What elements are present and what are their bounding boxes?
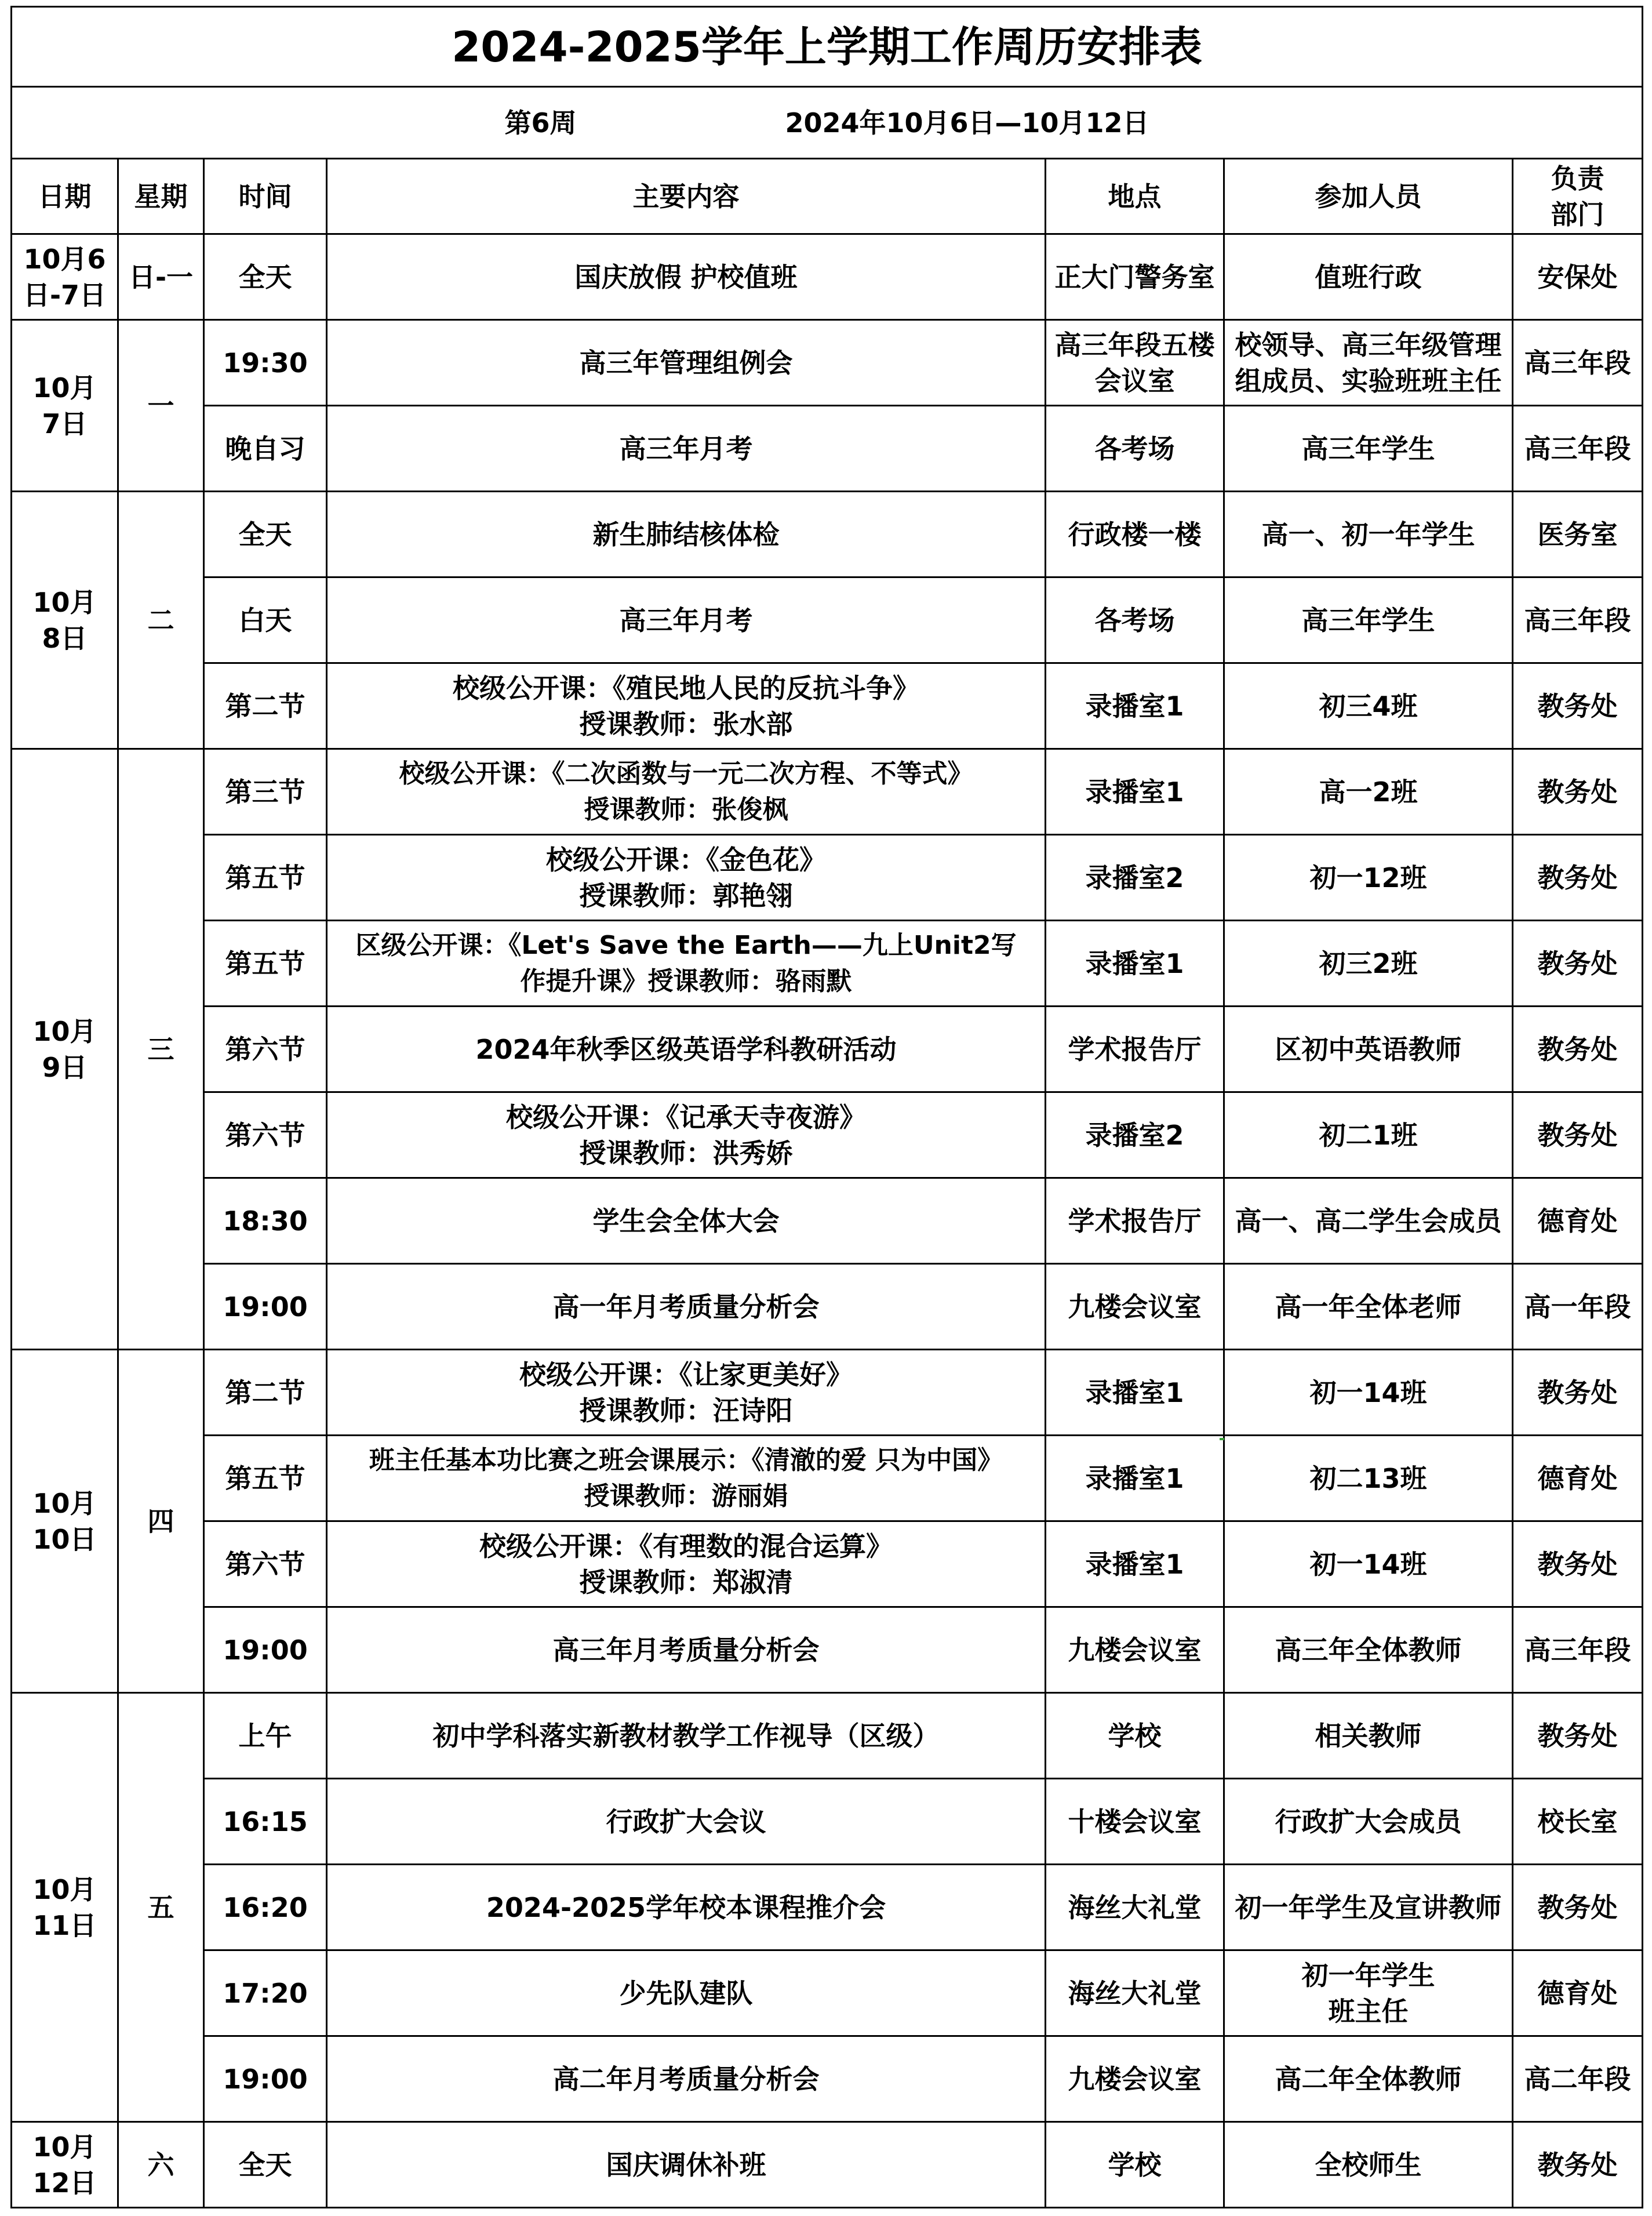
participants-cell [1224,1436,1513,1521]
date-line: 日-7日 [23,279,107,311]
weekday-cell: 五 [118,1693,204,2122]
content-cell [327,1521,1046,1607]
participants-line: 组成员、实验班班主任 [1235,365,1502,397]
participants-cell [1224,749,1513,835]
content-line: 高三年月考 [619,604,753,636]
content-cell [327,406,1046,492]
date-cell [12,749,118,1350]
content-line: 授课教师：游丽娟 [584,1481,788,1511]
time-cell: 全天 [204,234,327,320]
content-line: 学生会全体大会 [592,1205,780,1237]
weekday-cell: 一 [118,320,204,492]
content-line: 校级公开课：《殖民地人民的反抗斗争》 [453,672,919,704]
participants-cell [1224,234,1513,320]
date-line: 10月6 [23,243,106,275]
location-cell [1046,492,1224,577]
date-line: 10月 [32,2131,97,2163]
participants-cell [1224,1865,1513,1950]
content-cell [327,1350,1046,1436]
location-cell [1046,835,1224,921]
time-cell: 第六节 [204,1521,327,1607]
department-cell: 德育处 [1513,1950,1643,2036]
department-cell: 安保处 [1513,234,1643,320]
date-line: 10月 [32,372,97,404]
participants-cell [1224,1092,1513,1178]
location-cell [1046,234,1224,320]
table-row [12,1264,1643,1350]
location-line: 正大门警务室 [1054,261,1215,293]
location-cell [1046,406,1224,492]
department-cell: 教务处 [1513,1693,1643,1779]
schedule-table [10,6,1643,2208]
content-cell [327,1264,1046,1350]
time-cell: 第五节 [204,835,327,921]
time-cell: 19:00 [204,1607,327,1693]
time-cell: 18:30 [204,1178,327,1264]
table-row [12,320,1643,406]
location-cell [1046,1607,1224,1693]
table-row [12,835,1643,921]
location-line: 学术报告厅 [1068,1033,1202,1065]
time-cell: 全天 [204,2122,327,2208]
participants-cell [1224,663,1513,749]
content-cell [327,1607,1046,1693]
weekday-cell: 日-一 [118,234,204,320]
participants-line: 高一年全体老师 [1275,1291,1462,1323]
content-line: 授课教师：张俊枫 [584,794,788,824]
department-cell: 教务处 [1513,663,1643,749]
participants-cell [1224,492,1513,577]
participants-line: 相关教师 [1315,1720,1422,1752]
stray-mark [1220,1438,1224,1440]
participants-cell [1224,2122,1513,2208]
department-cell: 教务处 [1513,1521,1643,1607]
location-line: 录播室1 [1085,1548,1184,1580]
date-cell [12,2122,118,2208]
time-cell: 白天 [204,577,327,663]
table-row [12,1521,1643,1607]
content-line: 授课教师：郑淑清 [579,1566,793,1598]
department-cell: 高三年段 [1513,406,1643,492]
time-cell: 第六节 [204,1007,327,1092]
participants-line: 初一年学生 [1301,1959,1435,1991]
content-cell [327,1092,1046,1178]
date-cell [12,492,118,749]
table-row [12,492,1643,577]
participants-cell [1224,1693,1513,1779]
participants-cell [1224,1607,1513,1693]
participants-line: 区初中英语教师 [1275,1033,1462,1065]
content-cell [327,1865,1046,1950]
content-line: 新生肺结核体检 [592,518,780,550]
location-line: 海丝大礼堂 [1068,1891,1202,1923]
date-line: 10月 [32,1015,97,1047]
location-cell [1046,1092,1224,1178]
time-cell: 上午 [204,1693,327,1779]
header-time: 时间 [204,159,327,234]
table-row [12,1865,1643,1950]
department-cell: 教务处 [1513,1007,1643,1092]
department-cell: 校长室 [1513,1779,1643,1865]
content-line: 高一年月考质量分析会 [552,1291,820,1323]
participants-line: 值班行政 [1315,261,1422,293]
location-line: 各考场 [1094,604,1175,636]
department-cell: 高三年段 [1513,320,1643,406]
content-line: 初中学科落实新教材教学工作视导（区级） [432,1720,940,1752]
location-line: 录播室2 [1085,862,1184,893]
participants-cell [1224,1350,1513,1436]
department-cell: 高一年段 [1513,1264,1643,1350]
department-cell: 教务处 [1513,921,1643,1007]
content-line: 高三年月考 [619,433,753,464]
table-row [12,2036,1643,2122]
location-line: 九楼会议室 [1068,1291,1202,1323]
content-cell [327,1693,1046,1779]
time-cell: 第五节 [204,1436,327,1521]
participants-line: 高三年全体教师 [1275,1634,1462,1666]
department-cell: 高二年段 [1513,2036,1643,2122]
table-row [12,1950,1643,2036]
week-number: 第6周 [504,107,577,139]
participants-line: 初二1班 [1319,1119,1418,1151]
participants-cell [1224,1950,1513,2036]
participants-line: 高一、高二学生会成员 [1235,1205,1502,1237]
content-line: 高三年管理组例会 [579,347,793,379]
participants-cell [1224,320,1513,406]
content-cell [327,921,1046,1007]
location-line: 高三年段五楼 [1054,329,1215,361]
participants-line: 高一2班 [1319,776,1418,808]
location-line: 录播室1 [1085,690,1184,722]
location-cell [1046,1950,1224,2036]
content-line: 2024年秋季区级英语学科教研活动 [475,1033,897,1065]
location-cell [1046,1693,1224,1779]
participants-line: 初三4班 [1319,690,1418,722]
participants-cell [1224,1521,1513,1607]
location-cell [1046,1865,1224,1950]
participants-line: 初一14班 [1309,1548,1427,1580]
department-cell: 教务处 [1513,1092,1643,1178]
table-row [12,2122,1643,2208]
location-line: 会议室 [1094,365,1175,397]
weekday-cell: 六 [118,2122,204,2208]
content-cell [327,320,1046,406]
content-cell [327,1950,1046,2036]
content-line: 高三年月考质量分析会 [552,1634,820,1666]
department-cell: 高三年段 [1513,577,1643,663]
department-cell: 医务室 [1513,492,1643,577]
table-row [12,577,1643,663]
content-line: 授课教师：洪秀娇 [579,1137,793,1169]
location-cell [1046,2036,1224,2122]
content-cell [327,749,1046,835]
table-row [12,406,1643,492]
table-row [12,1092,1643,1178]
time-cell: 17:20 [204,1950,327,2036]
header-content: 主要内容 [327,159,1046,234]
participants-cell [1224,2036,1513,2122]
location-cell [1046,749,1224,835]
location-line: 录播室2 [1085,1119,1184,1151]
department-cell: 德育处 [1513,1436,1643,1521]
location-line: 九楼会议室 [1068,1634,1202,1666]
content-line: 校级公开课：《金色花》 [546,844,826,875]
participants-cell [1224,1178,1513,1264]
table-row [12,1693,1643,1779]
content-line: 校级公开课：《二次函数与一元二次方程、不等式》 [399,758,973,789]
participants-cell [1224,921,1513,1007]
date-line: 10月 [32,1487,97,1519]
content-cell [327,492,1046,577]
participants-line: 初一14班 [1309,1376,1427,1408]
participants-cell [1224,835,1513,921]
content-line: 国庆放假 护校值班 [574,261,798,293]
location-line: 录播室1 [1085,947,1184,979]
content-line: 少先队建队 [619,1977,753,2009]
date-line: 7日 [42,408,88,439]
participants-line: 初一12班 [1309,862,1427,893]
participants-line: 初二13班 [1309,1462,1427,1494]
table-row [12,234,1643,320]
participants-line: 初三2班 [1319,947,1418,979]
location-line: 行政楼一楼 [1068,518,1202,550]
schedule-sheet [10,6,1642,2210]
page-title: 2024-2025学年上学期工作周历安排表 [12,7,1643,87]
content-cell [327,1007,1046,1092]
date-line: 10月 [32,1873,97,1905]
location-cell [1046,1007,1224,1092]
time-cell: 晚自习 [204,406,327,492]
participants-cell [1224,577,1513,663]
time-cell: 19:00 [204,1264,327,1350]
header-location: 地点 [1046,159,1224,234]
content-line: 校级公开课：《记承天寺夜游》 [506,1101,866,1133]
header-department-line: 负责 [1551,162,1604,194]
location-line: 九楼会议室 [1068,2063,1202,2095]
date-cell [12,1350,118,1693]
location-cell [1046,577,1224,663]
time-cell: 第五节 [204,921,327,1007]
weekday-cell: 四 [118,1350,204,1693]
content-cell [327,663,1046,749]
location-cell [1046,320,1224,406]
location-line: 录播室1 [1085,776,1184,808]
time-cell: 第三节 [204,749,327,835]
content-cell [327,1779,1046,1865]
header-department [1513,159,1643,234]
location-cell [1046,663,1224,749]
table-row [12,1779,1643,1865]
header-department-line: 部门 [1551,198,1604,230]
participants-line: 高三年学生 [1301,604,1435,636]
week-info [12,87,1643,159]
date-line: 10月 [32,586,97,618]
table-row [12,1436,1643,1521]
time-cell: 全天 [204,492,327,577]
content-line: 授课教师：郭艳翎 [579,880,793,911]
participants-cell [1224,1779,1513,1865]
time-cell: 16:15 [204,1779,327,1865]
department-cell: 教务处 [1513,1865,1643,1950]
table-row [12,663,1643,749]
location-line: 海丝大礼堂 [1068,1977,1202,2009]
table-row [12,921,1643,1007]
time-cell: 16:20 [204,1865,327,1950]
header-weekday: 星期 [118,159,204,234]
department-cell: 教务处 [1513,2122,1643,2208]
location-line: 录播室1 [1085,1376,1184,1408]
department-cell: 高三年段 [1513,1607,1643,1693]
location-cell [1046,1521,1224,1607]
location-cell [1046,1350,1224,1436]
date-cell [12,320,118,492]
content-line: 高二年月考质量分析会 [552,2063,820,2095]
content-cell [327,835,1046,921]
date-cell [12,234,118,320]
table-row [12,749,1643,835]
location-cell [1046,1779,1224,1865]
date-line: 9日 [42,1051,88,1083]
participants-line: 班主任 [1328,1995,1409,2027]
location-line: 十楼会议室 [1068,1806,1202,1837]
table-row [12,1007,1643,1092]
location-cell [1046,1178,1224,1264]
location-cell [1046,1264,1224,1350]
date-line: 10日 [32,1523,97,1555]
date-line: 12日 [32,2167,97,2199]
header-date: 日期 [12,159,118,234]
participants-cell [1224,1007,1513,1092]
time-cell: 第二节 [204,1350,327,1436]
content-line: 校级公开课：《让家更美好》 [519,1358,853,1390]
content-line: 2024-2025学年校本课程推介会 [486,1891,886,1923]
content-line: 班主任基本功比赛之班会课展示：《清澈的爱 只为中国》 [369,1445,1003,1475]
content-line: 授课教师：汪诗阳 [579,1394,793,1426]
table-row [12,1607,1643,1693]
time-cell: 第六节 [204,1092,327,1178]
content-line: 作提升课》授课教师：骆雨默 [520,966,852,996]
participants-line: 高二年全体教师 [1275,2063,1462,2095]
weekday-cell: 二 [118,492,204,749]
date-cell [12,1693,118,2122]
location-cell [1046,921,1224,1007]
participants-cell [1224,406,1513,492]
weekday-cell: 三 [118,749,204,1350]
content-cell [327,2122,1046,2208]
week-date-range: 2024年10月6日—10月12日 [785,107,1149,139]
department-cell: 教务处 [1513,749,1643,835]
participants-line: 全校师生 [1315,2149,1422,2181]
date-line: 11日 [32,1909,97,1941]
time-cell: 19:00 [204,2036,327,2122]
department-cell: 教务处 [1513,835,1643,921]
content-line: 授课教师：张水部 [579,708,793,740]
week-row [12,87,1643,159]
date-line: 8日 [42,622,88,654]
content-cell [327,234,1046,320]
location-line: 学术报告厅 [1068,1205,1202,1237]
location-cell [1046,1436,1224,1521]
content-line: 国庆调休补班 [606,2149,766,2181]
participants-line: 行政扩大会成员 [1275,1806,1462,1837]
participants-line: 高一、初一年学生 [1261,518,1475,550]
location-line: 录播室1 [1085,1462,1184,1494]
location-line: 学校 [1108,2149,1162,2181]
department-cell: 教务处 [1513,1350,1643,1436]
time-cell: 第二节 [204,663,327,749]
title-row [12,7,1643,87]
content-line: 校级公开课：《有理数的混合运算》 [479,1530,893,1562]
content-line: 行政扩大会议 [606,1806,766,1837]
location-line: 各考场 [1094,433,1175,464]
table-row [12,1350,1643,1436]
content-line: 区级公开课：《Let's Save the Earth——九上Unit2写 [355,930,1017,960]
participants-line: 校领导、高三年级管理 [1235,329,1502,361]
department-cell: 德育处 [1513,1178,1643,1264]
participants-line: 初一年学生及宣讲教师 [1235,1891,1502,1923]
header-participants: 参加人员 [1224,159,1513,234]
time-cell: 19:30 [204,320,327,406]
content-cell [327,1178,1046,1264]
location-line: 学校 [1108,1720,1162,1752]
content-cell [327,577,1046,663]
content-cell [327,1436,1046,1521]
header-row [12,159,1643,234]
content-cell [327,2036,1046,2122]
location-cell [1046,2122,1224,2208]
table-row [12,1178,1643,1264]
participants-cell [1224,1264,1513,1350]
participants-line: 高三年学生 [1301,433,1435,464]
